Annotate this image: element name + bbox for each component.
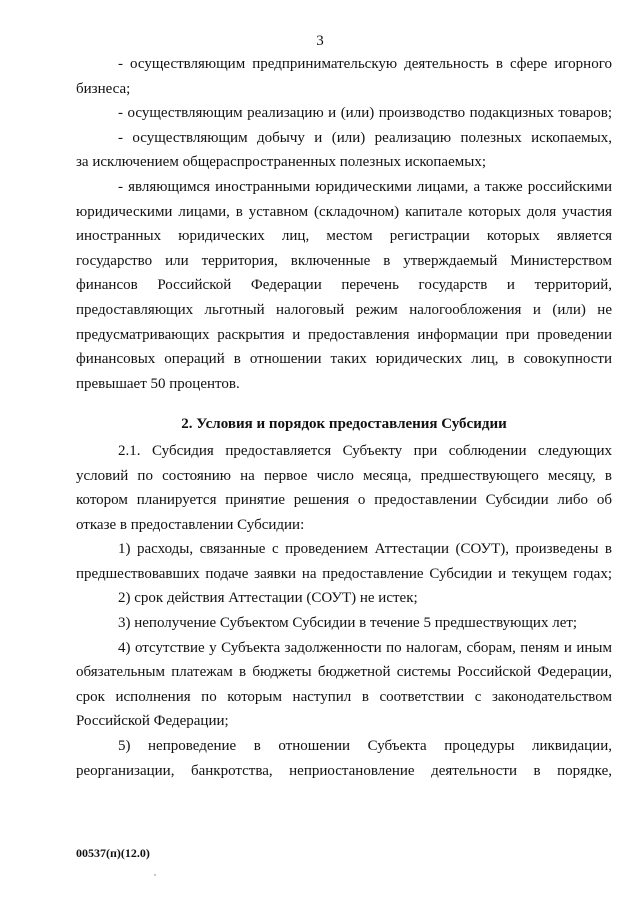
- paragraph-line: Российской Федерации;: [76, 713, 229, 730]
- document-code: 00537(п)(12.0): [76, 846, 150, 860]
- section-heading: 2. Условия и порядок предоставления Субсидии: [181, 416, 507, 433]
- paragraph-line: юридическими лицами, в уставном (складочном) капитале которых доля участия: [76, 203, 612, 220]
- paragraph-line: за исключением общераспространенных полезных ископаемых;: [76, 154, 486, 171]
- page-number: 3: [316, 33, 324, 49]
- paragraph-excise-goods: [76, 101, 612, 126]
- paragraph-line: обязательным платежам в бюджеты бюджетной системы Российской Федерации,: [76, 664, 612, 681]
- paragraph-line: 4) отсутствие у Субъекта задолженности по налогам, сборам, пеням и иным: [118, 639, 612, 656]
- paragraph-line: предусматривающих раскрытия и предоставления информации при проведении: [76, 326, 612, 343]
- paragraph-gambling-business: [76, 52, 612, 101]
- document-body: [76, 52, 612, 783]
- paragraph-line: 2.1. Субсидия предоставляется Субъекту при соблюдении следующих: [118, 442, 612, 459]
- paragraph-subsidy-conditions: [76, 439, 612, 537]
- paragraph-line: предоставляющих льготный налоговый режим налогообложения и (или) не: [76, 301, 612, 318]
- paragraph-line: - осуществляющим реализацию и (или) производство подакцизных товаров;: [118, 105, 612, 122]
- paragraph-line: предшествовавших подаче заявки на предоставление Субсидии и текущем годах;: [76, 565, 612, 582]
- paragraph-line: - являющимся иностранными юридическими лицами, а также российскими: [118, 178, 612, 195]
- paragraph-line: 1) расходы, связанные с проведением Аттестации (СОУТ), произведены в: [118, 541, 612, 558]
- paragraph-line: финансовых операций в отношении таких юридических лиц, в совокупности: [76, 351, 612, 368]
- paragraph-condition-3: [76, 611, 612, 636]
- paragraph-line: условий по состоянию на первое число месяца, предшествующего месяцу, в: [76, 467, 612, 484]
- scan-speck: [154, 874, 156, 876]
- paragraph-line: котором планируется принятие решения о предоставлении Субсидии либо об: [76, 492, 612, 509]
- paragraph-line: отказе в предоставлении Субсидии:: [76, 516, 305, 533]
- paragraph-line: превышает 50 процентов.: [76, 375, 240, 392]
- paragraph-condition-2: [76, 586, 612, 611]
- paragraph-line: срок исполнения по которым наступил в соответствии с законодательством: [76, 688, 612, 705]
- paragraph-condition-4: [76, 636, 612, 734]
- paragraph-mineral-extraction: [76, 126, 612, 175]
- paragraph-line: государство или территория, включенные в утверждаемый Министерством: [76, 252, 612, 269]
- paragraph-line: финансов Российской Федерации перечень государств и территорий,: [76, 277, 612, 294]
- paragraph-line: иностранных юридических лиц, местом регистрации которых является: [76, 228, 612, 245]
- paragraph-line: реорганизации, банкротства, неприостановление деятельности в порядке,: [76, 762, 612, 779]
- paragraph-line: 2) срок действия Аттестации (СОУТ) не истек;: [118, 590, 418, 607]
- paragraph-line: бизнеса;: [76, 80, 131, 97]
- paragraph-foreign-entities: [76, 175, 612, 396]
- paragraph-line: 5) непроведение в отношении Субъекта процедуры ликвидации,: [118, 738, 612, 755]
- paragraph-condition-1: [76, 537, 612, 586]
- paragraph-line: - осуществляющим предпринимательскую деятельность в сфере игорного: [118, 56, 612, 72]
- paragraph-line: - осуществляющим добычу и (или) реализацию полезных ископаемых,: [118, 129, 612, 146]
- paragraph-condition-5: [76, 734, 612, 783]
- paragraph-line: 3) неполучение Субъектом Субсидии в течение 5 предшествующих лет;: [118, 615, 578, 632]
